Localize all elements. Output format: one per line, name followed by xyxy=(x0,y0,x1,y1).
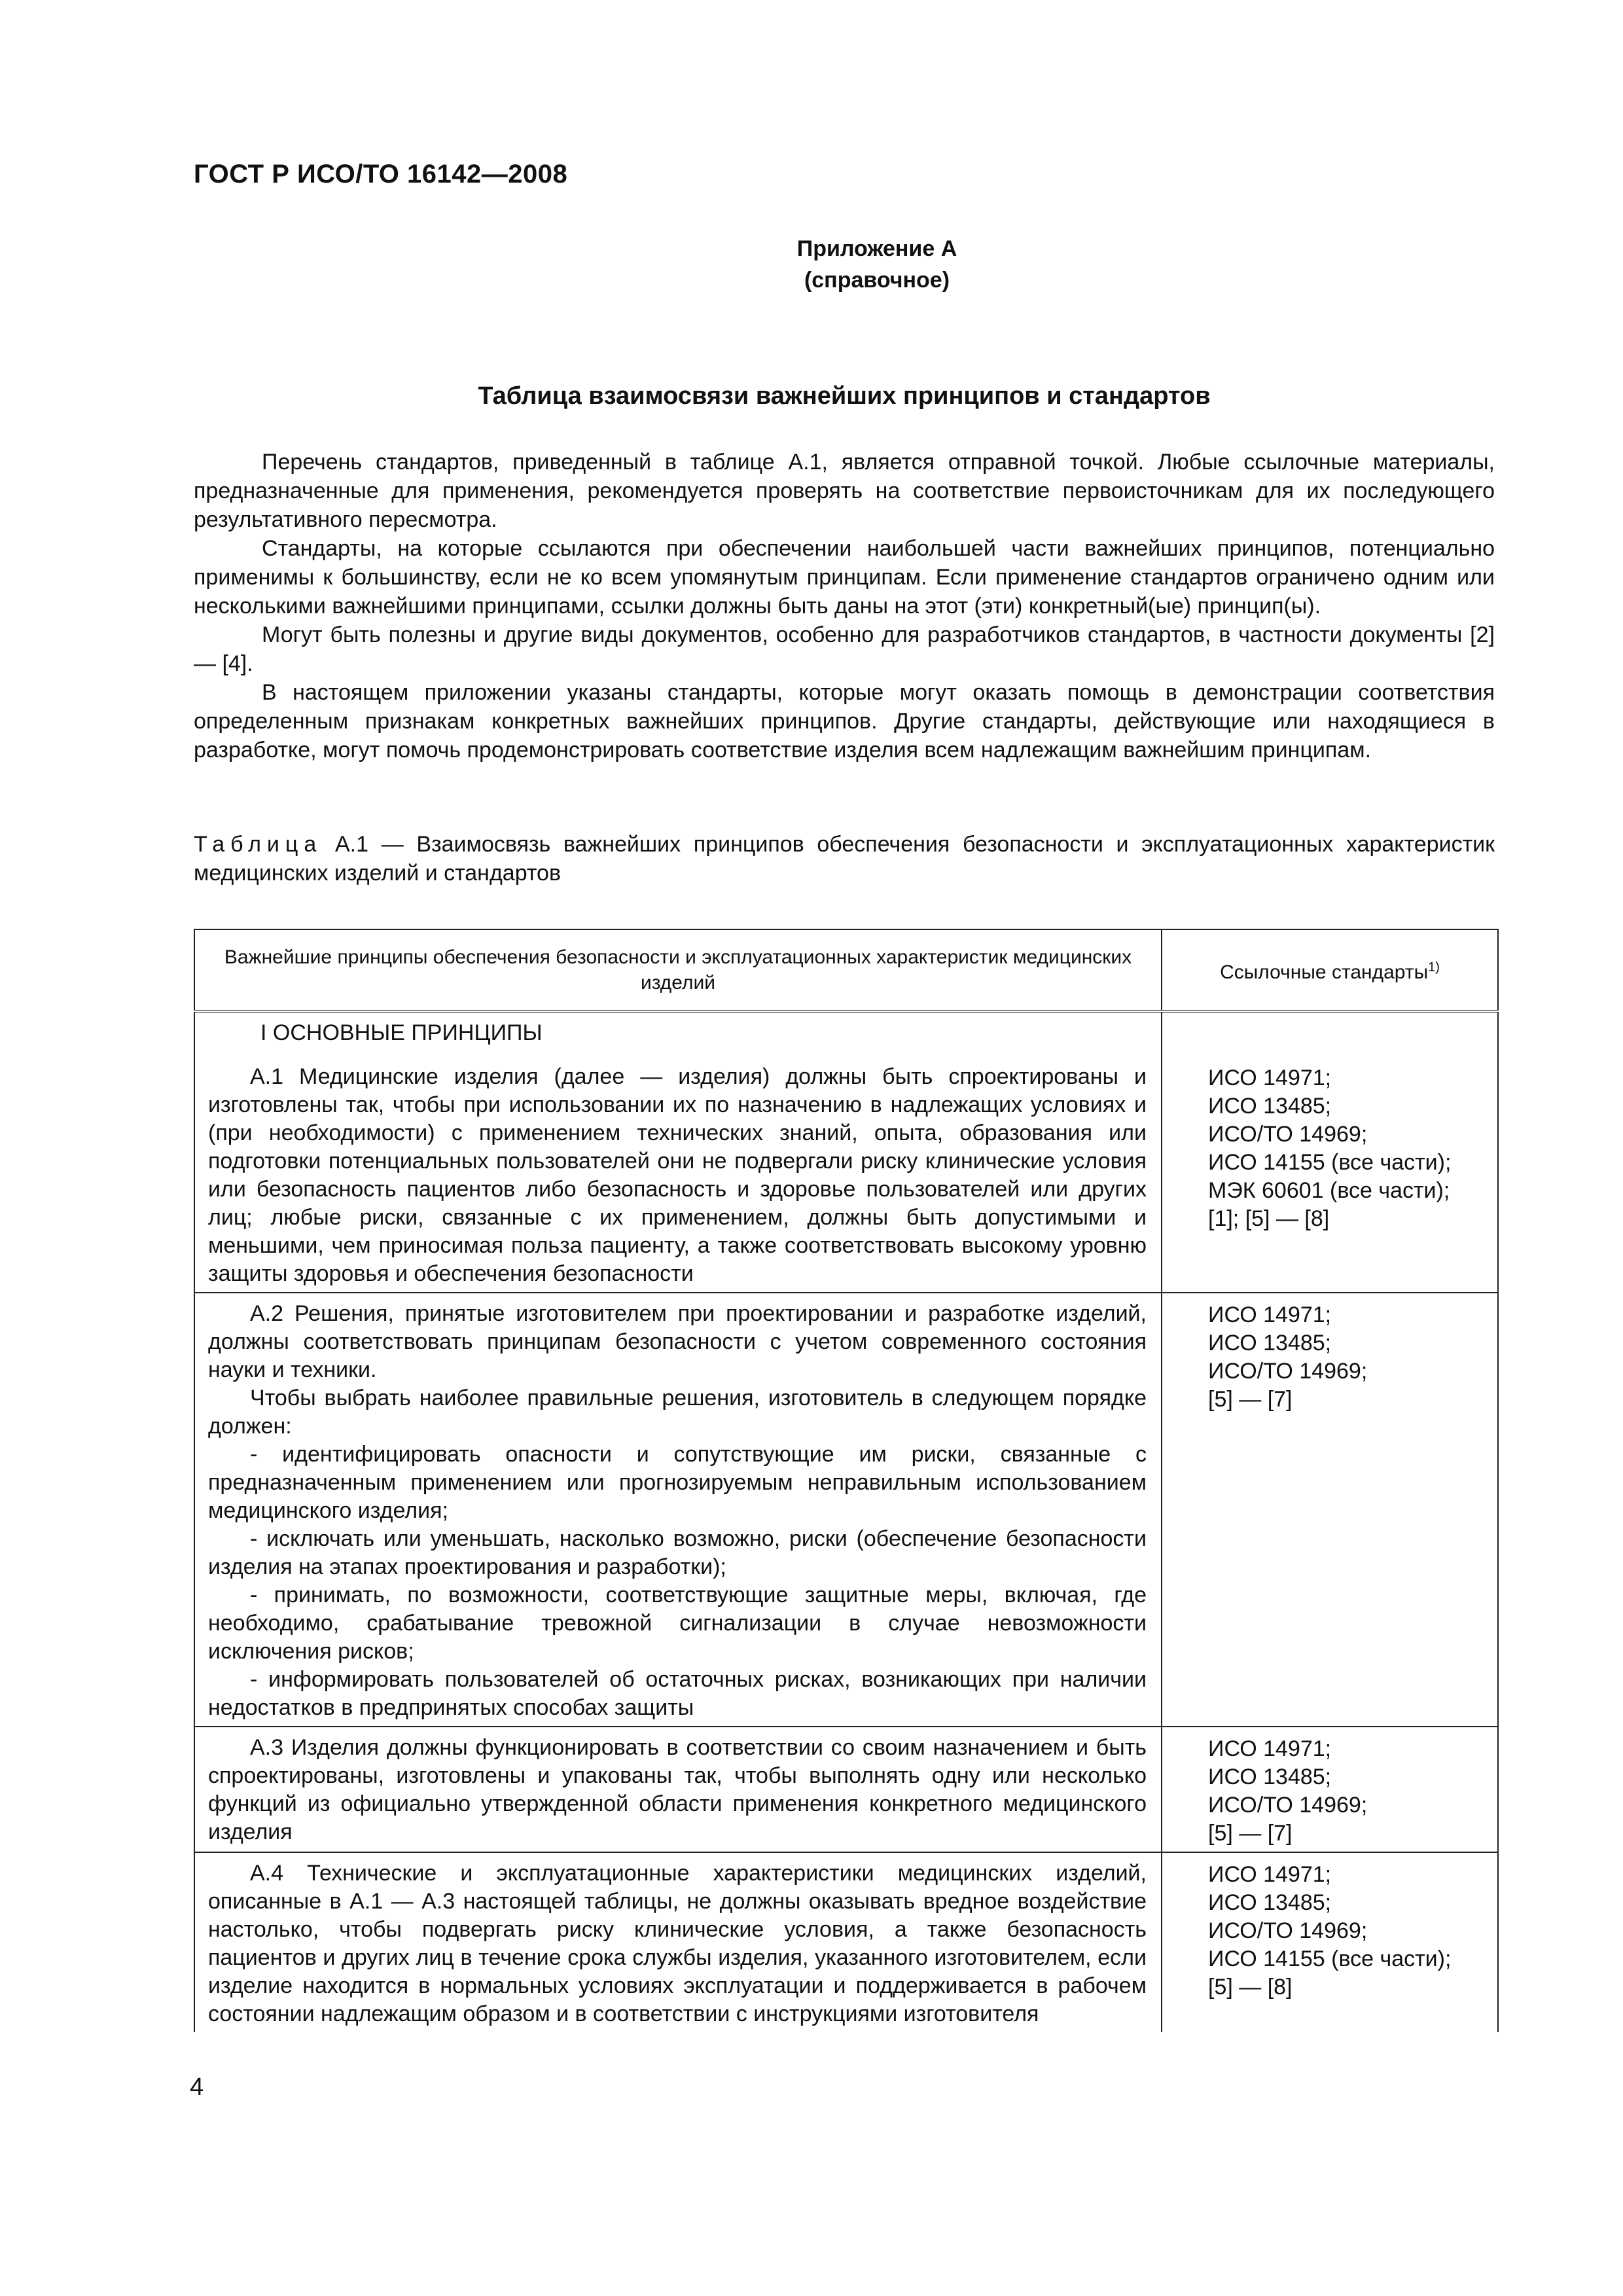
standards-cell xyxy=(1162,1727,1498,1852)
principle-cell xyxy=(194,1852,1162,2032)
principle-text: А.1 Медицинские изделия (далее — изделия) должны быть спроектированы и изготовлены так, чтобы при использовании их по назначению в надлежащих условиях и (при необходимости) с применением технических знаний, опыта, образования или подготовки потенциальных пользователей они не подвергали риску клинические условия или безопасность пациентов либо безопасность и здоровье пользователей или других лиц; любые риски, связанные с их применением, должны быть допустимыми и меньшими, чем приносимая польза пациенту, а также соответствовать высокому уровню защиты здоровья и обеспечения безопасности xyxy=(208,1064,1147,1286)
page-number: 4 xyxy=(190,2073,204,2101)
principle-cell xyxy=(194,1293,1162,1727)
principle-list-item: - информировать пользователей об остаточных рисках, возникающих при наличии недостатков в предпринятых способах защиты xyxy=(208,1667,1147,1720)
principle-cell xyxy=(194,1727,1162,1852)
standard-ref: [5] — [7] xyxy=(1208,1821,1293,1846)
standard-ref: ИСО/ТО 14969; xyxy=(1208,1122,1368,1147)
table-caption-label: Таблица xyxy=(194,832,323,857)
standard-ref: [5] — [7] xyxy=(1208,1387,1293,1412)
section-title: Таблица взаимосвязи важнейших принципов и стандартов xyxy=(478,382,1211,410)
standard-ref: ИСО 14971; xyxy=(1208,1066,1332,1090)
standard-ref: ИСО/ТО 14969; xyxy=(1208,1918,1368,1943)
table-row xyxy=(194,1852,1498,2032)
standards-cell xyxy=(1162,1852,1498,2032)
table-caption xyxy=(194,830,1495,888)
intro-paragraph: В настоящем приложении указаны стандарты, которые могут оказать помощь в демонстрации соответствия определенным признакам конкретных важнейших принципов. Другие стандарты, действующие или находящиеся в разработке, могут помочь продемонстрировать соответствие изделия всем надлежащим важнейшим принципам. xyxy=(194,680,1495,762)
intro-paragraph: Могут быть полезны и другие виды документов, особенно для разработчиков стандартов, в частности документы [2] — [4]. xyxy=(194,622,1495,676)
standard-ref: ИСО 13485; xyxy=(1208,1890,1332,1915)
standard-ref: МЭК 60601 (все части); xyxy=(1208,1178,1450,1203)
intro-text xyxy=(194,448,1495,764)
standard-ref: ИСО 13485; xyxy=(1208,1331,1332,1355)
column-header-standards-label: Ссылочные стандарты xyxy=(1220,961,1429,983)
column-header-principles: Важнейшие принципы обеспечения безопасности и эксплуатационных характеристик медицинских изделий xyxy=(194,929,1162,1011)
standard-ref: ИСО/ТО 14969; xyxy=(1208,1793,1368,1818)
standard-ref: ИСО 14971; xyxy=(1208,1302,1332,1327)
footnote-marker: 1) xyxy=(1428,960,1440,975)
intro-paragraph: Стандарты, на которые ссылаются при обеспечении наибольшей части важнейших принципов, потенциально применимы к большинству, если не ко всем упомянутым принципам. Если применение стандартов ограничено одним или несколькими важнейшими принципами, ссылки должны быть даны на этот (эти) конкретный(ые) принцип(ы). xyxy=(194,536,1495,619)
principle-list-item: - принимать, по возможности, соответствующие защитные меры, включая, где необходимо, срабатывание тревожной сигнализации в случае невозможности исключения рисков; xyxy=(208,1583,1147,1664)
table-caption-text: — Взаимосвязь важнейших принципов обеспечения безопасности и эксплуатационных характеристик медицинских изделий и стандартов xyxy=(194,832,1495,886)
standard-ref: ИСО 13485; xyxy=(1208,1765,1332,1789)
standard-ref: ИСО 13485; xyxy=(1208,1094,1332,1119)
standard-ref: ИСО 14971; xyxy=(1208,1736,1332,1761)
standard-ref: ИСО 14155 (все части); xyxy=(1208,1946,1452,1971)
principle-text: А.3 Изделия должны функционировать в соответствии со своим назначением и быть спроектированы, изготовлены и упакованы так, чтобы выполнять одну или несколько функций из официально утвержденной области применения конкретного медицинского изделия xyxy=(208,1735,1147,1844)
column-header-standards xyxy=(1162,929,1498,1011)
standard-ref: [5] — [8] xyxy=(1208,1975,1293,2000)
table-row xyxy=(194,1293,1498,1727)
principle-list-item: - идентифицировать опасности и сопутствующие им риски, связанные с предназначенным применением или прогнозируемым неправильным использованием медицинского изделия; xyxy=(208,1442,1147,1523)
standard-ref: ИСО 14971; xyxy=(1208,1862,1332,1887)
standard-ref: ИСО 14155 (все части); xyxy=(1208,1150,1452,1175)
standard-ref: [1]; [5] — [8] xyxy=(1208,1206,1330,1231)
table-row xyxy=(194,1011,1498,1293)
principle-text: А.2 Решения, принятые изготовителем при проектировании и разработке изделий, должны соответствовать принципам безопасности с учетом современного состояния науки и техники. xyxy=(208,1301,1147,1382)
standard-ref: ИСО/ТО 14969; xyxy=(1208,1359,1368,1384)
table-header-row xyxy=(194,929,1498,1011)
principle-list-item: - исключать или уменьшать, насколько возможно, риски (обеспечение безопасности изделия на этапах проектирования и разработки); xyxy=(208,1526,1147,1579)
principle-text: Чтобы выбрать наиболее правильные решения, изготовитель в следующем порядке должен: xyxy=(208,1386,1147,1439)
table-row xyxy=(194,1727,1498,1852)
standards-cell xyxy=(1162,1293,1498,1727)
appendix-heading xyxy=(0,233,1623,296)
document-code: ГОСТ Р ИСО/ТО 16142—2008 xyxy=(194,160,568,188)
intro-paragraph: Перечень стандартов, приведенный в таблице А.1, является отправной точкой. Любые ссылочные материалы, предназначенные для применения, рекомендуется проверять на соответствие первоисточникам для их последующего результативного пересмотра. xyxy=(194,450,1495,532)
principle-text: А.4 Технические и эксплуатационные характеристики медицинских изделий, описанные в А.1 — А.3 настоящей таблицы, не должны оказывать вредное воздействие настолько, чтобы подвергать риску клинические условия, а также безопасность пациентов и других лиц в течение срока службы изделия, указанного изготовителем, если изделие находится в нормальных условиях эксплуатации и поддерживается в рабочем состоянии надлежащим образом и в соответствии с инструкциями изготовителя xyxy=(208,1861,1147,2026)
table-caption-number: А.1 xyxy=(334,832,369,857)
standards-table xyxy=(194,929,1499,2032)
standards-cell xyxy=(1162,1011,1498,1293)
principle-cell xyxy=(194,1011,1162,1293)
appendix-status: (справочное) xyxy=(804,268,950,293)
table-section-heading: I ОСНОВНЫЕ ПРИНЦИПЫ xyxy=(260,1020,543,1045)
appendix-title: Приложение А xyxy=(796,236,957,261)
